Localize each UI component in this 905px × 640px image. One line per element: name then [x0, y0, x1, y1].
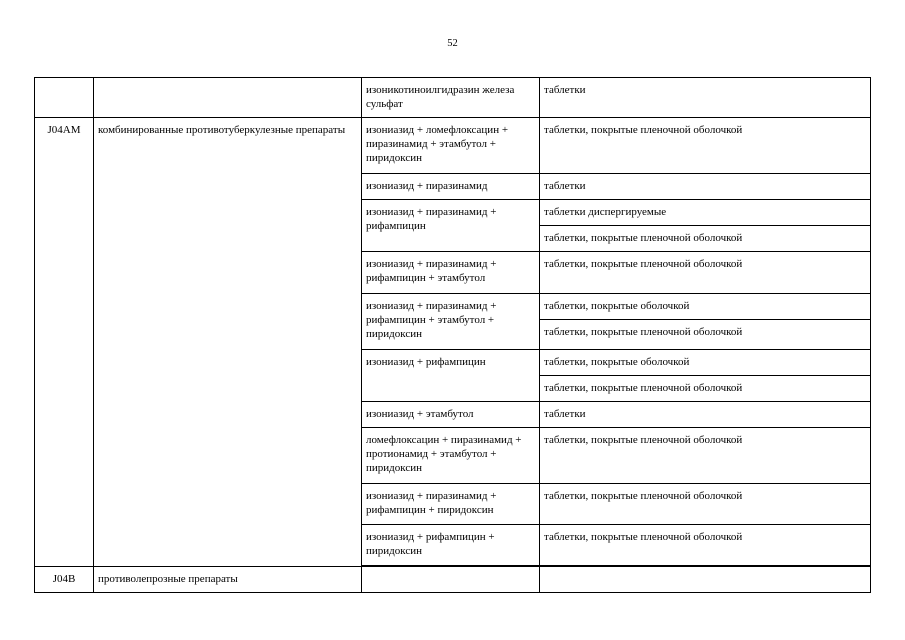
substance-cell: изониазид + этамбутол	[362, 402, 540, 428]
substance-cell: изониазид + рифампицин + пиридоксин	[362, 525, 540, 566]
dosage-form-cell: таблетки, покрытые пленочной оболочкой	[540, 484, 871, 525]
atc-code-cell: J04AM	[35, 118, 94, 567]
atc-code-cell	[35, 78, 94, 118]
atc-code-cell: J04B	[35, 567, 94, 593]
dosage-form-cell: таблетки, покрытые пленочной оболочкой	[540, 525, 871, 566]
substance-cell: изоникотиноилгидразин железа сульфат	[362, 78, 540, 118]
substance-cell	[362, 567, 540, 593]
dosage-form-cell: таблетки	[540, 174, 871, 200]
substance-cell: изониазид + пиразинамид + рифампицин + этамбутол	[362, 252, 540, 294]
dosage-form-cell: таблетки, покрытые пленочной оболочкой	[540, 428, 871, 484]
substance-cell: изониазид + ломефлоксацин + пиразинамид + этамбутол + пиридоксин	[362, 118, 540, 174]
table-row	[35, 78, 871, 118]
dosage-form-cell: таблетки, покрытые оболочкой	[540, 294, 871, 320]
substance-cell: изониазид + пиразинамид	[362, 174, 540, 200]
substance-cell: изониазид + пиразинамид + рифампицин + этамбутол + пиридоксин	[362, 294, 540, 350]
page-number: 52	[447, 38, 458, 49]
drug-table	[34, 77, 871, 593]
table-row	[35, 567, 871, 593]
dosage-form-cell: таблетки	[540, 402, 871, 428]
dosage-form-cell: таблетки диспергируемые	[540, 200, 871, 226]
dosage-form-cell	[540, 567, 871, 593]
substance-cell: изониазид + пиразинамид + рифампицин + пиридоксин	[362, 484, 540, 525]
dosage-form-cell: таблетки, покрытые пленочной оболочкой	[540, 118, 871, 174]
group-name-cell	[94, 78, 362, 118]
dosage-form-cell: таблетки, покрытые пленочной оболочкой	[540, 376, 871, 402]
dosage-form-cell: таблетки, покрытые пленочной оболочкой	[540, 252, 871, 294]
substance-cell: изониазид + рифампицин	[362, 350, 540, 402]
dosage-form-cell: таблетки, покрытые пленочной оболочкой	[540, 320, 871, 350]
substance-cell: ломефлоксацин + пиразинамид + протионамид + этамбутол + пиридоксин	[362, 428, 540, 484]
table-row	[35, 118, 871, 174]
group-name-cell: комбинированные противотуберкулезные препараты	[94, 118, 362, 567]
dosage-form-cell: таблетки	[540, 78, 871, 118]
dosage-form-cell: таблетки, покрытые пленочной оболочкой	[540, 226, 871, 252]
substance-cell: изониазид + пиразинамид + рифампицин	[362, 200, 540, 252]
dosage-form-cell: таблетки, покрытые оболочкой	[540, 350, 871, 376]
group-name-cell: противолепрозные препараты	[94, 567, 362, 593]
